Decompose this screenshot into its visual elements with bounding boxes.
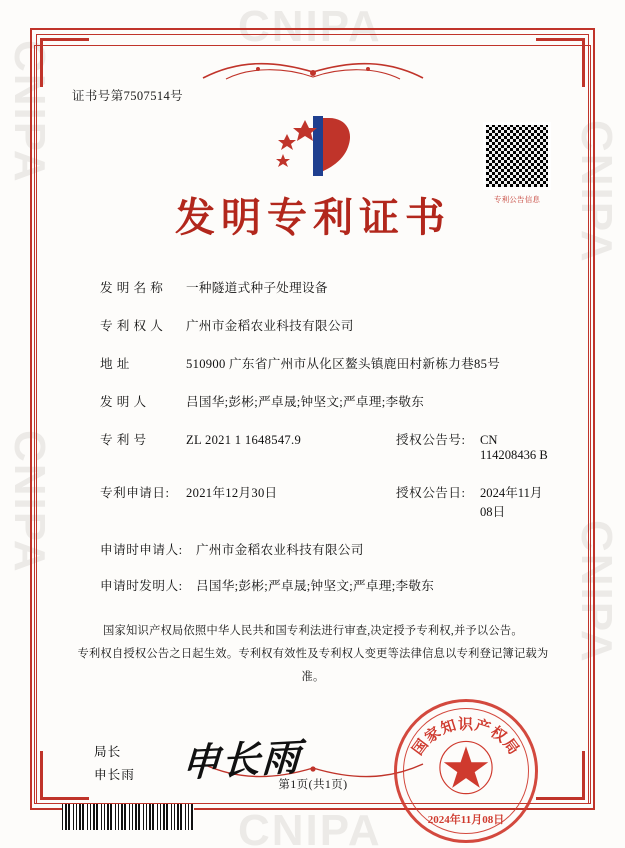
field-row-patent-number [100, 429, 548, 463]
certificate-title: 发明专利证书 [175, 195, 451, 240]
field-value: 510900 广东省广州市从化区鳌头镇鹿田村新栋力巷85号 [186, 357, 501, 371]
field-value-secondary: 2024年11月08日 [480, 486, 543, 519]
field-value: 广州市金稻农业科技有限公司 [196, 543, 364, 557]
field-label: 发 明 名 称 [100, 281, 164, 295]
seal-date: 2024年11月08日 [427, 813, 505, 826]
qr-code-block [480, 122, 554, 205]
field-row-address [100, 353, 548, 372]
legal-statement [72, 620, 554, 689]
legal-line-1: 国家知识产权局依照中华人民共和国专利法进行审查,决定授予专利权,并予以公告。 [103, 625, 523, 637]
logo-row [72, 104, 554, 204]
watermark: CNIPA [572, 120, 621, 264]
director-name: 申长雨 [94, 768, 135, 783]
watermark: CNIPA [5, 430, 54, 574]
watermark: CNIPA [5, 40, 54, 184]
field-value-secondary: CN 114208436 B [480, 433, 548, 462]
field-value: 吕国华;彭彬;严卓晟;钟坚文;严卓理;李敬东 [186, 395, 425, 409]
watermark: CNIPA [238, 806, 382, 848]
field-label: 发 明 人 [100, 395, 147, 409]
seal-arc-label: 国家知识产权局 [410, 716, 522, 759]
director-label: 局长 [94, 744, 122, 759]
field-row-original-applicant [100, 539, 548, 558]
field-label: 申请时申请人: [100, 543, 183, 557]
field-value: 2021年12月30日 [186, 486, 278, 500]
legal-line-2: 专利权自授权公告之日起生效。专利权有效性及专利权人变更等法律信息以专利登记簿记载为准。 [77, 647, 549, 683]
field-value: ZL 2021 1 1648547.9 [186, 433, 302, 447]
barcode [62, 804, 194, 830]
field-value: 一种隧道式种子处理设备 [186, 281, 328, 295]
official-seal [394, 699, 538, 843]
field-row-inventors [100, 391, 548, 410]
field-value: 广州市金稻农业科技有限公司 [186, 319, 354, 333]
cnipa-logo-icon [253, 110, 373, 182]
field-row-original-inventors [100, 575, 548, 594]
director-signature: 申长雨 [180, 736, 303, 786]
field-label: 专 利 权 人 [100, 319, 164, 333]
watermark: CNIPA [238, 2, 382, 51]
field-label: 专 利 号 [100, 433, 147, 447]
field-label-secondary: 授权公告号: [396, 433, 466, 447]
qr-code-icon[interactable] [483, 122, 551, 190]
field-value: 吕国华;彭彬;严卓晟;钟坚文;严卓理;李敬东 [196, 579, 435, 593]
field-row-patentee [100, 315, 548, 334]
field-list [72, 277, 554, 594]
field-row-filing-date [100, 482, 548, 520]
certificate-content [72, 86, 554, 826]
qr-caption: 专利公告信息 [493, 195, 541, 204]
field-label-secondary: 授权公告日: [396, 486, 466, 500]
watermark: CNIPA [572, 520, 621, 664]
field-label: 申请时发明人: [100, 579, 183, 593]
field-label: 专利申请日: [100, 486, 170, 500]
field-row-invention-name [100, 277, 548, 296]
page-footer: 第1页(共1页) [278, 779, 348, 791]
field-label: 地 址 [100, 357, 130, 371]
certificate-number: 证书号第7507514号 [72, 89, 184, 103]
